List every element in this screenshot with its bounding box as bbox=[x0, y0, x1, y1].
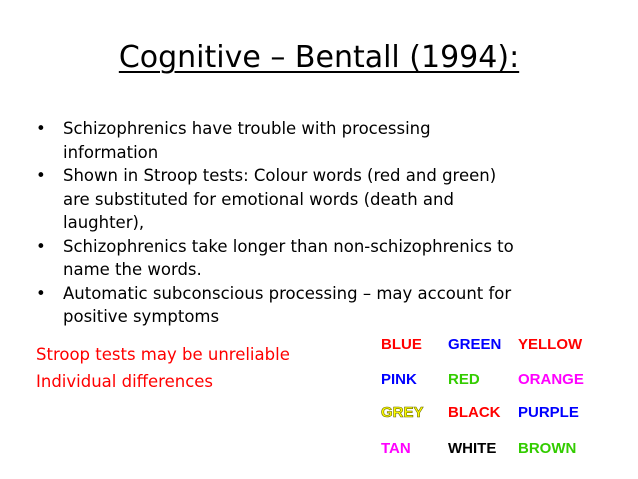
bullet-icon: • bbox=[36, 283, 46, 303]
bullet-text-line: laughter), bbox=[63, 213, 145, 232]
red-note-unreliable: Stroop tests may be unreliable bbox=[36, 345, 290, 364]
stroop-word: BLUE bbox=[381, 336, 422, 353]
bullet-item bbox=[36, 235, 616, 282]
red-note-individual-differences: Individual differences bbox=[36, 372, 214, 391]
stroop-word: RED bbox=[448, 371, 480, 388]
stroop-word: BLACK bbox=[448, 404, 501, 421]
bullet-text-line: Schizophrenics have trouble with processing bbox=[63, 119, 431, 138]
bullet-item bbox=[36, 282, 616, 329]
stroop-word: GREY bbox=[381, 404, 424, 421]
bullet-item bbox=[36, 164, 616, 235]
bullet-text-line: Schizophrenics take longer than non-schizophrenics to bbox=[63, 236, 514, 256]
bullet-item bbox=[36, 117, 616, 164]
stroop-word: WHITE bbox=[448, 440, 497, 457]
stroop-word: PURPLE bbox=[518, 404, 579, 421]
bullet-text-line: positive symptoms bbox=[63, 307, 220, 326]
bullet-text-line: Automatic subconscious processing – may account for bbox=[63, 283, 512, 303]
bullet-text-line: Shown in Stroop tests: Colour words (red and green) bbox=[63, 166, 497, 185]
stroop-word: GREEN bbox=[448, 336, 502, 353]
bullet-text-line: information bbox=[63, 142, 159, 162]
stroop-word: YELLOW bbox=[518, 336, 583, 353]
slide-title: Cognitive – Bentall (1994): bbox=[118, 40, 520, 75]
stroop-word: TAN bbox=[381, 440, 411, 457]
bullet-icon: • bbox=[36, 166, 46, 185]
bullet-icon: • bbox=[36, 119, 46, 138]
stroop-word: PINK bbox=[381, 371, 417, 388]
stroop-word-grid bbox=[381, 330, 601, 470]
stroop-word: ORANGE bbox=[518, 371, 584, 388]
stroop-row bbox=[381, 402, 601, 424]
bullet-icon: • bbox=[36, 236, 46, 256]
stroop-row bbox=[381, 438, 601, 460]
bullet-text-line: name the words. bbox=[63, 260, 202, 279]
stroop-word: BROWN bbox=[518, 440, 577, 457]
bullet-text-line: are substituted for emotional words (death and bbox=[63, 189, 454, 209]
stroop-row bbox=[381, 334, 601, 356]
stroop-row bbox=[381, 369, 601, 391]
bullet-list bbox=[36, 117, 616, 329]
